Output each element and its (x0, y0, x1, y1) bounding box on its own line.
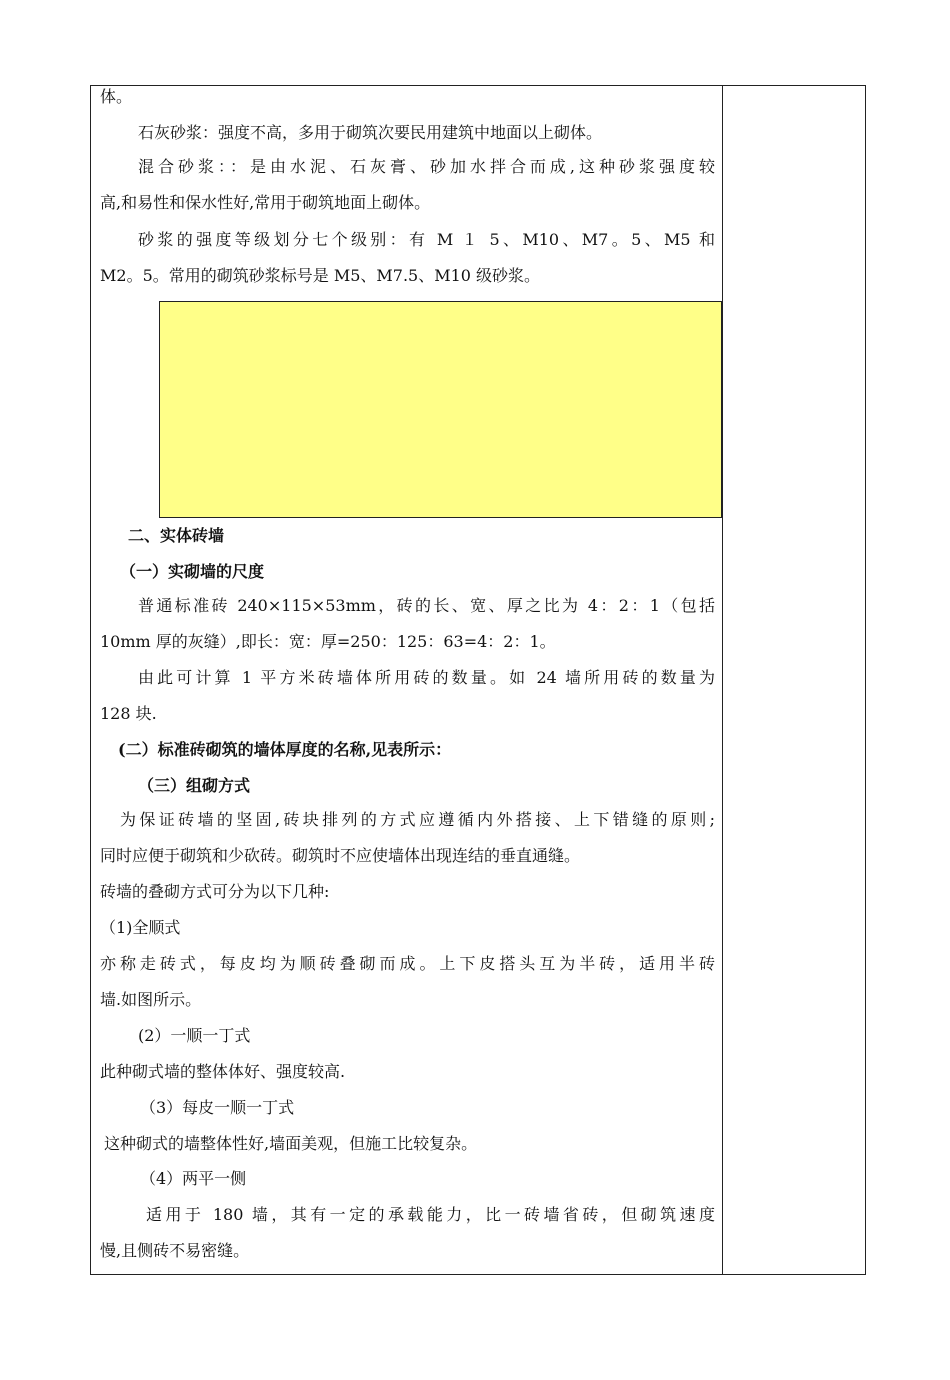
text-line: 慢,且侧砖不易密缝。 (100, 1241, 250, 1260)
text-line: 由此可计算 1 平方米砖墙体所用砖的数量。如 24 墙所用砖的数量为 (138, 668, 715, 687)
text-line: 为保证砖墙的坚固,砖块排列的方式应遵循内外搭接、上下错缝的原则; (120, 810, 715, 829)
text-line: 此种砌式墙的整体体好、强度较高. (100, 1062, 346, 1081)
text-line: 128 块. (100, 704, 157, 723)
text-line: 亦称走砖式，每皮均为顺砖叠砌而成。上下皮搭头互为半砖，适用半砖 (100, 954, 715, 973)
text-line: 适用于 180 墙，其有一定的承载能力，比一砖墙省砖，但砌筑速度 (146, 1205, 715, 1224)
section-heading: 二、实体砖墙 (128, 526, 225, 545)
text-line: 石灰砂浆：强度不高，多用于砌筑次要民用建筑中地面以上砌体。 (138, 123, 603, 142)
text-line: 同时应便于砌筑和少砍砖。砌筑时不应使墙体出现连结的垂直通缝。 (100, 846, 581, 865)
text-line: M2。5。常用的砌筑砂浆标号是 M5、M7.5、M10 级砂浆。 (100, 266, 541, 285)
text-line: （4）两平一侧 (140, 1169, 247, 1188)
text-line: 砂浆的强度等级划分七个级别：有 M １ 5、M10、M7。5、M5 和 (138, 230, 715, 249)
figure-placeholder (159, 301, 722, 518)
text-line: 10mm 厚的灰缝）,即长：宽：厚=250：125：63=4：2：1。 (100, 632, 556, 651)
table-column-divider (722, 85, 723, 1275)
text-line: 体。 (100, 87, 133, 106)
text-line: 普通标准砖 240×115×53mm，砖的长、宽、厚之比为 4：2：1（包括 (138, 596, 715, 615)
text-line: （1)全顺式 (100, 918, 181, 937)
text-line: 高,和易性和保水性好,常用于砌筑地面上砌体。 (100, 193, 431, 212)
text-line: 砖墙的叠砌方式可分为以下几种: (100, 882, 330, 901)
text-line: 这种砌式的墙整体性好,墙面美观，但施工比较复杂。 (104, 1134, 478, 1153)
text-line: 墙.如图所示。 (100, 990, 202, 1009)
text-line: (2）一顺一丁式 (138, 1026, 251, 1045)
text-line: 混合砂浆：：是由水泥、石灰膏、砂加水拌合而成,这种砂浆强度较 (138, 157, 715, 176)
subsection-heading: （三）组砌方式 (138, 776, 251, 795)
subsection-heading: （一）实砌墙的尺度 (120, 562, 265, 581)
subsection-heading: (二）标准砖砌筑的墙体厚度的名称,见表所示： (118, 740, 452, 759)
text-line: （3）每皮一顺一丁式 (140, 1098, 295, 1117)
